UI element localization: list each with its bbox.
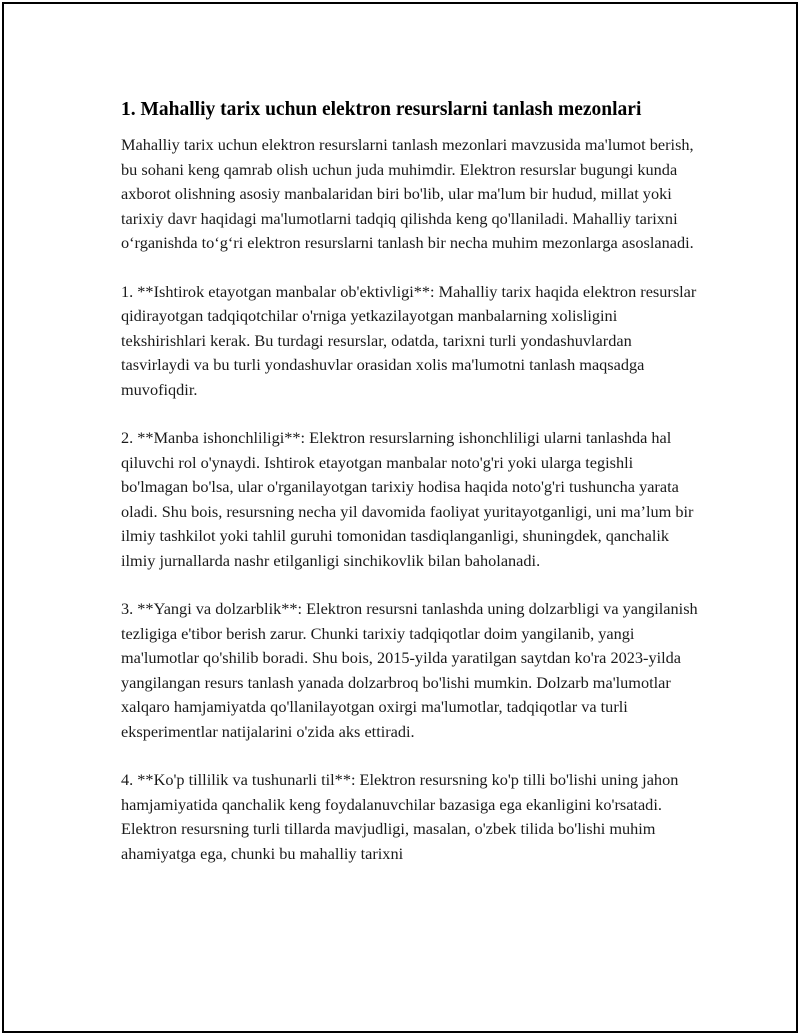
document-body	[121, 97, 701, 890]
criterion-3-paragraph: 3. **Yangi va dolzarblik**: Elektron resursni tanlashda uning dolzarbligi va yangilanish tezligiga e'tibor berish zarur. Chunki tarixiy tadqiqotlar doim yangilanib, yangi ma'lumotlar qo'shilib boradi. Shu bois, 2015-yilda yaratilgan saytdan ko'ra 2023-yilda yangilangan resurs tanlash yanada dolzarbroq bo'lishi mumkin. Dolzarb ma'lumotlar xalqaro hamjamiyatda qo'llanilayotgan oxirgi ma'lumotlar, tadqiqotlar va turli eksperimentlar natijalarini o'zida aks ettiradi.	[121, 599, 698, 741]
page-title: 1. Mahalliy tarix uchun elektron resurslarni tanlash mezonlari	[121, 99, 642, 120]
criterion-2-paragraph: 2. **Manba ishonchliligi**: Elektron resurslarning ishonchliligi ularni tanlashda hal qiluvchi rol o'ynaydi. Ishtirok etayotgan manbalar noto'g'ri yoki ularga tegishli bo'lmagan bo'lsa, ular o'rganilayotgan tarixiy hodisa haqida noto'g'ri tushuncha yarata oladi. Shu bois, resursning necha yil davomida faoliyat yuritayotganligi, uni ma’lum bir ilmiy tashkilot yoki tahlil guruhi tomonidan tasdiqlanganligi, shuningdek, qanchalik ilmiy jurnallarda nashr etilganligi sinchikovlik bilan baholanadi.	[121, 428, 694, 570]
criterion-1-paragraph: 1. **Ishtirok etayotgan manbalar ob'ektivligi**: Mahalliy tarix haqida elektron resurslar qidirayotgan tadqiqotchilar o'rniga yetkazilayotgan manbalarning xolisligini tekshirishlari kerak. Bu turdagi resurslar, odatda, tarixni turli yondashuvlardan tasvirlaydi va bu turli yondashuvlar orasidan xolis ma'lumotni tanlash maqsadga muvofiqdir.	[121, 281, 697, 399]
criterion-4-paragraph: 4. **Ko'p tillilik va tushunarli til**: Elektron resursning ko'p tilli bo'lishi uning jahon hamjamiyatida qanchalik keng foydalanuvchilar bazasiga ega ekanligini ko'rsatadi. Elektron resursning turli tillarda mavjudligi, masalan, o'zbek tilida bo'lishi muhim ahamiyatga ega, chunki bu mahalliy tarixni	[121, 770, 679, 863]
intro-paragraph: Mahalliy tarix uchun elektron resurslarni tanlash mezonlari mavzusida ma'lumot berish, bu sohani keng qamrab olish uchun juda muhimdir. Elektron resurslar bugungi kunda axborot olishning asosiy manbalaridan biri bo'lib, ular ma'lum bir hudud, millat yoki tarixiy davr haqidagi ma'lumotlarni tadqiq qilishda keng qo'llaniladi. Mahalliy tarixni o‘rganishda to‘g‘ri elektron resurslarni tanlash bir necha muhim mezonlarga asoslanadi.	[121, 135, 694, 252]
page-frame	[2, 2, 798, 1033]
